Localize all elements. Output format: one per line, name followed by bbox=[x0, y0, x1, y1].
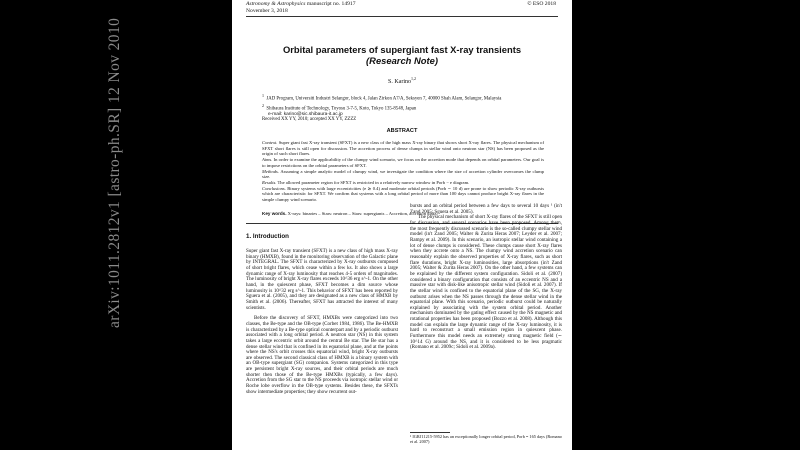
intro-paragraph-1: Super giant fast X-ray transient (SFXT) is a new class of high mass X-ray binary (HMXB), found in the monitoring observation of the Galactic plane by INTEGRAL. The SFXT is characterized by X-ray outbursts composed of short bright flares, which cease within a few ks. It also shows a large dynamic range of X-ray luminosity that reaches 4-5 orders of magnitudes. The luminosity of bright X-ray flares exceeds 10^36 erg s^-1. On the other hand, in the quiescent phase, SFXT becomes a dim source whose luminosity is 10^32 erg s^-1. This behavior of SFXT has been reported by Sguera et al. (2005), and they are designated as a new class of HMXB by Smith et al. (2006). Thereafter, SFXT has attracted the interest of many scientists. bbox=[246, 248, 398, 311]
author-email: e-mail: karino@sic.shibaura-it.ac.jp bbox=[268, 112, 343, 118]
title-text: Orbital parameters of supergiant fast X-ray transients bbox=[282, 44, 522, 55]
left-column bbox=[246, 249, 398, 395]
arxiv-side-stamp: arXiv:1011.2812v1 [astro-ph.SR] 12 Nov 2010 bbox=[106, 17, 123, 328]
keywords-text: X-rays: binaries – Stars: neutron – Stars: supergiants – Accretion, accretion disks bbox=[287, 211, 437, 216]
intro-paragraph-2: Before the discovery of SFXT, HMXBs were categorized into two classes, the Be-type and the OB-type (Corbet 1984, 1986). The Be-HMXB is characterized by a Be-type optical counterpart and by a periodic outburst associated with a long orbital period. A neutron star (NS) in this system takes a large eccentric orbit around the central Be star. The Be star has a dense stellar wind that is confined in its equatorial plane, and at the points where the NS's orbit crosses this equatorial wind, bright X-ray outbursts are observed. The second classical class of HMXB is a binary system with an OB-type supergiant (SG) companion. Systems categorized in this type are persistent bright X-ray sources, and their orbital periods are much shorter then those of the Be-type HMXBs (typically, a few days). Accretion from the SG star to the NS proceeds via isotropic stellar wind or Roche lobe overflow in the OB-type systems. Besides these, the SFXTs show intermediate properties; they show recurrent out- bbox=[246, 315, 398, 395]
author-affil-mark: 1,2 bbox=[411, 76, 416, 81]
intro-paragraph-3: bursts and an orbital period between a few days to several 10 days ¹ (in't Zand 2005; Sguera et al. 2005). bbox=[410, 203, 562, 215]
affiliation-2: $^2$ Shibaura Institute of Technology, Toyosu 3-7-5, Koto, Tokyo 135-8548, Japan bbox=[262, 102, 417, 112]
header-rule bbox=[246, 16, 558, 17]
abstract-aims: Aims. In order to examine the applicability of the clumpy wind scenario, we focus on the accretion mode that depends on orbital parameters. Our goal is to impose restrictions on the orbital parameters of SFXT. bbox=[262, 157, 544, 168]
footnote: ¹ IGRJ11215-5952 has an exceptionally longer orbital period, Porb = 165 days (Romano et al. 2007) bbox=[410, 434, 562, 444]
affiliations bbox=[262, 93, 562, 118]
right-dark-background bbox=[572, 0, 800, 450]
journal-name: Astronomy & Astrophysics bbox=[246, 1, 306, 7]
abstract-conclusions: Conclusions. Binary systems with large eccentricities (e ≳ 0.4) and moderate orbital periods (Porb ∼ 10 d) are prone to show periodic X-ray outbursts which are characteristic for SFXT. We confirm that systems with a long orbital period of more than 100 days cannot produce bright X-ray flares in the simple clumpy wind scenario. bbox=[262, 185, 544, 203]
author-line bbox=[232, 76, 572, 85]
intro-paragraph-4: The physical mechanism of short X-ray flares of the SFXT is still open for discussion, and several scenarios have been proposed. Among them, the most frequently discussed scenario is the so-called clumpy stellar wind model (in't Zand 2005; Walter & Zurita Heras 2007; Leyder et al. 2007; Rampy et al. 2009). In this scenario, an isotropic stellar wind containing a lot of dense clumps is considered. These clumps cause short X-ray flares when they accrete onto a NS. The clumpy wind accretion scenario can reasonably explain the observed properties of X-ray flares, such as short flare durations, bright X-ray luminosities, large absorptions (in't Zand 2005; Walter & Zurita Heras 2007). On the other hand, a few systems can be explained by the different system configuration. Sidoli et al. (2007) considered a binary configuration that consists of an eccentric NS and a massive star with disk-like anisotropic stellar wind (Sidoli et al. 2007). If the stellar wind is confined to the equatorial plane of the SG, the X-ray outburst arises when the NS passes through the dense stellar wind in the equatorial plane. With this scenario, periodic outburst could be naturally explained by associating with the system orbital period. Another mechanism dominated by the gating effect caused by the NS magnetic and rotational properties has been proposed (Bozzo et al. 2008). Although this model can explain the large dynamic range of the X-ray luminosity, it is hard to reconstruct a small emission region in quiescent phase. Furthermore this model needs an extremely strong magnetic field (∼ 10^14 G) around the NS, and it is considered to be less pragmatic (Romano et al. 2009c; Sidoli et al. 2009a). bbox=[410, 214, 562, 351]
paper-title bbox=[232, 44, 572, 66]
section-heading: 1. Introduction bbox=[246, 233, 289, 240]
abstract-heading: ABSTRACT bbox=[386, 128, 418, 134]
abstract-results: Results. The allowed parameter region for SFXT is restricted in a relatively narrow window in Porb − e diagram. bbox=[262, 179, 470, 185]
right-column bbox=[410, 204, 562, 351]
footnote-rule bbox=[410, 432, 450, 433]
abstract-body bbox=[262, 140, 544, 203]
abstract-context: Context. Super giant fast X-ray transient (SFXT) is a new class of the high mass X-ray binary that shows short X-ray flares. The physical mechanism of SFXT short flares is still open for discussion. The accretion process of dense clumps in stellar wind onto neutron star (NS) has been proposed as the origin of such short flares. bbox=[262, 140, 544, 157]
abstract-methods: Methods. Assuming a simple analytic model of clumpy wind, we investigate the condition where the size of accretion cylinder overcomes the clump size. bbox=[262, 168, 544, 180]
author-name: S. Karino bbox=[388, 79, 411, 85]
header-date: November 3, 2018 bbox=[246, 7, 288, 14]
paper-page bbox=[232, 0, 572, 450]
title-subtitle: (Research Note) bbox=[366, 55, 438, 66]
journal-header bbox=[246, 1, 356, 14]
received-line: Received XX YY, 2010; accepted XX YY, ZZZZ bbox=[262, 117, 357, 122]
keywords-label: Key words. bbox=[262, 211, 287, 216]
copyright: © ESO 2018 bbox=[527, 1, 556, 7]
affiliation-1: $^1$ JAD Program, Universiti Industri Selangor, block 4, Jalan Zirkon A7/A, Seksyen 7, 40000 Shah Alam, Selangor, Malaysia bbox=[262, 93, 502, 102]
manuscript-number: manuscript no. 14917 bbox=[306, 1, 356, 7]
